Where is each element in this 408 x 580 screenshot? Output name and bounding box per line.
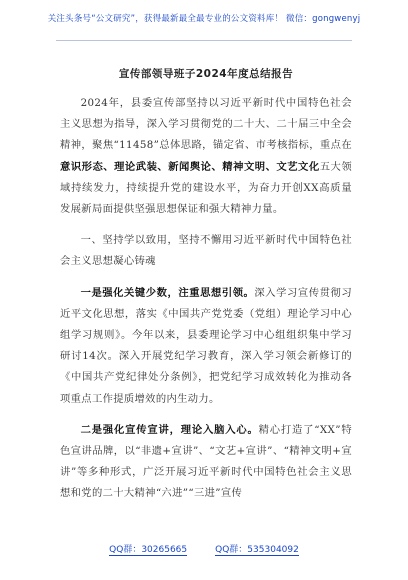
header-divider (56, 40, 352, 41)
footer-contacts (0, 542, 408, 556)
header-banner: 关注头条号“公文研究”，获得最新最全最专业的公文资料库！ 微信：gongwenyj (47, 14, 361, 24)
point-paragraph-1 (60, 283, 352, 410)
point-paragraph-2 (60, 420, 352, 505)
intro-text-1: 2024年，县委宣传部坚持以习近平新时代中国特色社会主义思想为指导，深入学习贯彻党的二十大、二十届三中全会精神，聚焦“11458”总体思路，锚定省、市考核指标，重点在 (60, 97, 352, 152)
qq-group-2: QQ群：535304092 (215, 542, 299, 556)
point-2-text: 精心打造了“XX”特色宣讲品牌，以“非遗+宣讲”、“文艺+宣讲”、“精神文明+宣讲”等多种形式，广泛开展习近平新时代中国特色社会主义思想和党的二十大精神“六进”“三进”宣传 (60, 423, 352, 500)
document-body (60, 66, 352, 515)
intro-text-2: 五大领域持续发力，持续提升党的建设水平，为奋力开创XX高质量发展新局面提供坚强思想保证和强大精神力量。 (60, 160, 352, 216)
intro-paragraph (60, 93, 352, 220)
qq-group-1: QQ群：30265665 (109, 542, 187, 556)
point-2-lead: 二是强化宣传宣讲，理论入脑入心。 (80, 423, 259, 436)
document-title: 宣传部领导班子2024年度总结报告 (118, 68, 294, 80)
point-1-lead: 一是强化关键少数，注重思想引领。 (80, 286, 255, 299)
section-heading-1: 一、坚持学以致用，坚持不懈用习近平新时代中国特色社会主义思想凝心铸魂 (60, 234, 352, 268)
intro-bold: 意识形态、理论武装、新闻舆论、精神文明、文艺文化 (60, 160, 320, 173)
point-1-text: 深入学习宣传贯彻习近平文化思想，落实《中国共产党党委（党组）理论学习中心组学习规则》。今年以来，县委理论学习中心组组织集中学习研讨14次。深入开展党纪学习教育，深入学习领会新修订的《中国共产党纪律处分条例》，把党纪学习成效转化为推动各项重点工作提质增效的内生动力。 (60, 286, 352, 405)
